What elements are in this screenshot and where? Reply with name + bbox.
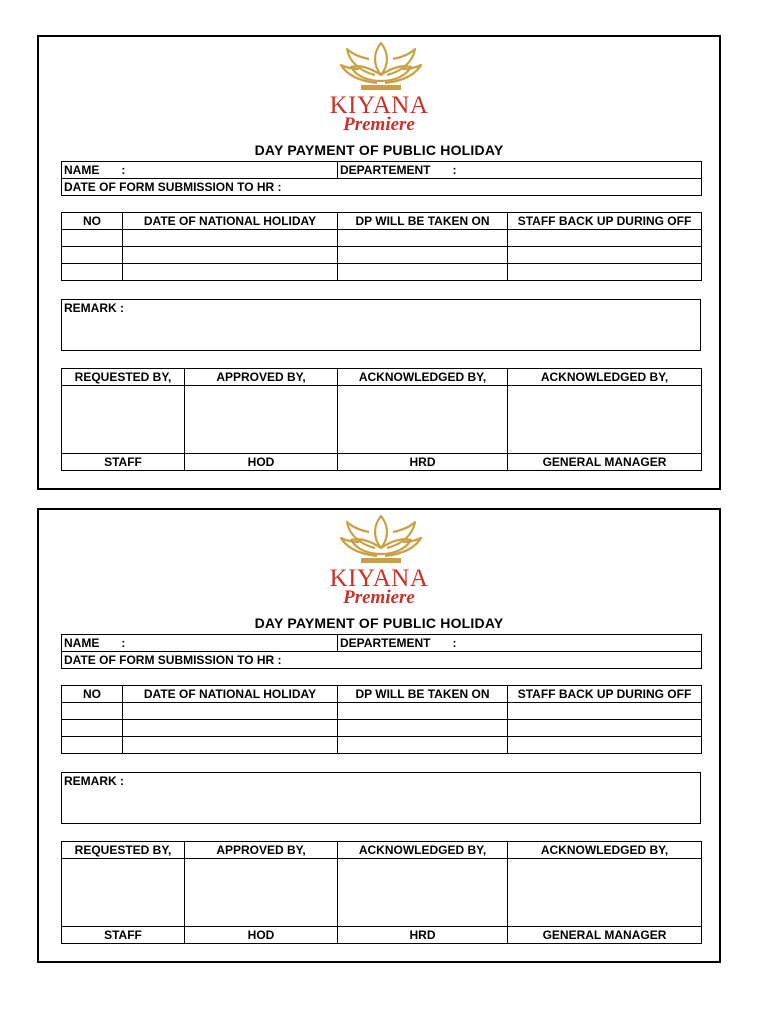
acknowledged-by-label-2: ACKNOWLEDGED BY,	[508, 369, 702, 386]
brand-tagline: Premiere	[343, 587, 415, 608]
signature-table	[61, 841, 702, 944]
form-title: DAY PAYMENT OF PUBLIC HOLIDAY	[254, 142, 504, 158]
department-field[interactable]	[338, 162, 702, 179]
signature-header-row	[62, 842, 702, 859]
hod-signature-box[interactable]	[185, 859, 338, 927]
cell-no[interactable]	[62, 720, 123, 737]
cell-no[interactable]	[62, 247, 123, 264]
cell-no[interactable]	[62, 703, 123, 720]
department-label: DEPARTEMENT	[340, 163, 431, 177]
signature-table	[61, 368, 702, 471]
cell-backup-staff[interactable]	[508, 230, 702, 247]
cell-backup-staff[interactable]	[508, 737, 702, 754]
brand-name: KIYANA	[329, 565, 429, 592]
employee-info-table	[61, 161, 702, 196]
acknowledged-by-label-2: ACKNOWLEDGED BY,	[508, 842, 702, 859]
cell-holiday-date[interactable]	[123, 737, 338, 754]
col-header-dp-date: DP WILL BE TAKEN ON	[338, 213, 508, 230]
department-colon: :	[452, 636, 457, 650]
acknowledged-by-label: ACKNOWLEDGED BY,	[338, 369, 508, 386]
hrd-signature-box[interactable]	[338, 386, 508, 454]
cell-dp-date[interactable]	[338, 720, 508, 737]
gm-signature-box[interactable]	[508, 386, 702, 454]
remark-label: REMARK :	[64, 774, 124, 788]
cell-no[interactable]	[62, 737, 123, 754]
cell-no[interactable]	[62, 230, 123, 247]
department-field[interactable]	[338, 635, 702, 652]
role-hod: HOD	[185, 454, 338, 471]
cell-holiday-date[interactable]	[123, 230, 338, 247]
staff-signature-box[interactable]	[62, 859, 185, 927]
cell-backup-staff[interactable]	[508, 247, 702, 264]
cell-dp-date[interactable]	[338, 264, 508, 281]
role-staff: STAFF	[62, 454, 185, 471]
role-hrd: HRD	[338, 454, 508, 471]
submission-date-field[interactable]	[62, 179, 702, 196]
submission-date-field[interactable]	[62, 652, 702, 669]
table-row	[62, 703, 702, 720]
name-label: NAME	[64, 636, 100, 650]
hrd-signature-box[interactable]	[338, 859, 508, 927]
acknowledged-by-label: ACKNOWLEDGED BY,	[338, 842, 508, 859]
hod-signature-box[interactable]	[185, 386, 338, 454]
col-header-backup-staff: STAFF BACK UP DURING OFF	[508, 686, 702, 703]
requested-by-label: REQUESTED BY,	[62, 369, 185, 386]
holiday-header-row	[62, 686, 702, 703]
holiday-form-1	[37, 35, 721, 490]
cell-backup-staff[interactable]	[508, 720, 702, 737]
holiday-form-2	[37, 508, 721, 963]
name-colon: :	[121, 163, 126, 177]
signature-role-row	[62, 927, 702, 944]
col-header-no: NO	[62, 686, 123, 703]
approved-by-label: APPROVED BY,	[185, 842, 338, 859]
remark-label: REMARK :	[64, 301, 124, 315]
table-row	[62, 264, 702, 281]
submission-label: DATE OF FORM SUBMISSION TO HR :	[64, 653, 282, 667]
holiday-table	[61, 685, 702, 754]
cell-holiday-date[interactable]	[123, 247, 338, 264]
table-row	[62, 247, 702, 264]
name-label: NAME	[64, 163, 100, 177]
department-colon: :	[452, 163, 457, 177]
cell-backup-staff[interactable]	[508, 703, 702, 720]
cell-holiday-date[interactable]	[123, 703, 338, 720]
cell-dp-date[interactable]	[338, 703, 508, 720]
department-label: DEPARTEMENT	[340, 636, 431, 650]
brand-tagline: Premiere	[343, 114, 415, 135]
table-row	[62, 737, 702, 754]
role-staff: STAFF	[62, 927, 185, 944]
holiday-header-row	[62, 213, 702, 230]
submission-label: DATE OF FORM SUBMISSION TO HR :	[64, 180, 282, 194]
signature-space-row	[62, 859, 702, 927]
signature-role-row	[62, 454, 702, 471]
name-field[interactable]	[62, 162, 338, 179]
requested-by-label: REQUESTED BY,	[62, 842, 185, 859]
employee-info-table	[61, 634, 702, 669]
table-row	[62, 230, 702, 247]
brand-name: KIYANA	[329, 92, 429, 119]
col-header-no: NO	[62, 213, 123, 230]
approved-by-label: APPROVED BY,	[185, 369, 338, 386]
role-general-manager: GENERAL MANAGER	[508, 454, 702, 471]
remark-field[interactable]	[61, 299, 701, 351]
cell-holiday-date[interactable]	[123, 720, 338, 737]
cell-no[interactable]	[62, 264, 123, 281]
col-header-dp-date: DP WILL BE TAKEN ON	[338, 686, 508, 703]
role-hrd: HRD	[338, 927, 508, 944]
staff-signature-box[interactable]	[62, 386, 185, 454]
holiday-table	[61, 212, 702, 281]
cell-holiday-date[interactable]	[123, 264, 338, 281]
col-header-holiday-date: DATE OF NATIONAL HOLIDAY	[123, 686, 338, 703]
table-row	[62, 720, 702, 737]
col-header-holiday-date: DATE OF NATIONAL HOLIDAY	[123, 213, 338, 230]
form-title: DAY PAYMENT OF PUBLIC HOLIDAY	[254, 615, 504, 631]
cell-dp-date[interactable]	[338, 737, 508, 754]
name-field[interactable]	[62, 635, 338, 652]
role-hod: HOD	[185, 927, 338, 944]
name-colon: :	[121, 636, 126, 650]
signature-header-row	[62, 369, 702, 386]
remark-field[interactable]	[61, 772, 701, 824]
gm-signature-box[interactable]	[508, 859, 702, 927]
cell-dp-date[interactable]	[338, 247, 508, 264]
cell-dp-date[interactable]	[338, 230, 508, 247]
role-general-manager: GENERAL MANAGER	[508, 927, 702, 944]
col-header-backup-staff: STAFF BACK UP DURING OFF	[508, 213, 702, 230]
cell-backup-staff[interactable]	[508, 264, 702, 281]
signature-space-row	[62, 386, 702, 454]
